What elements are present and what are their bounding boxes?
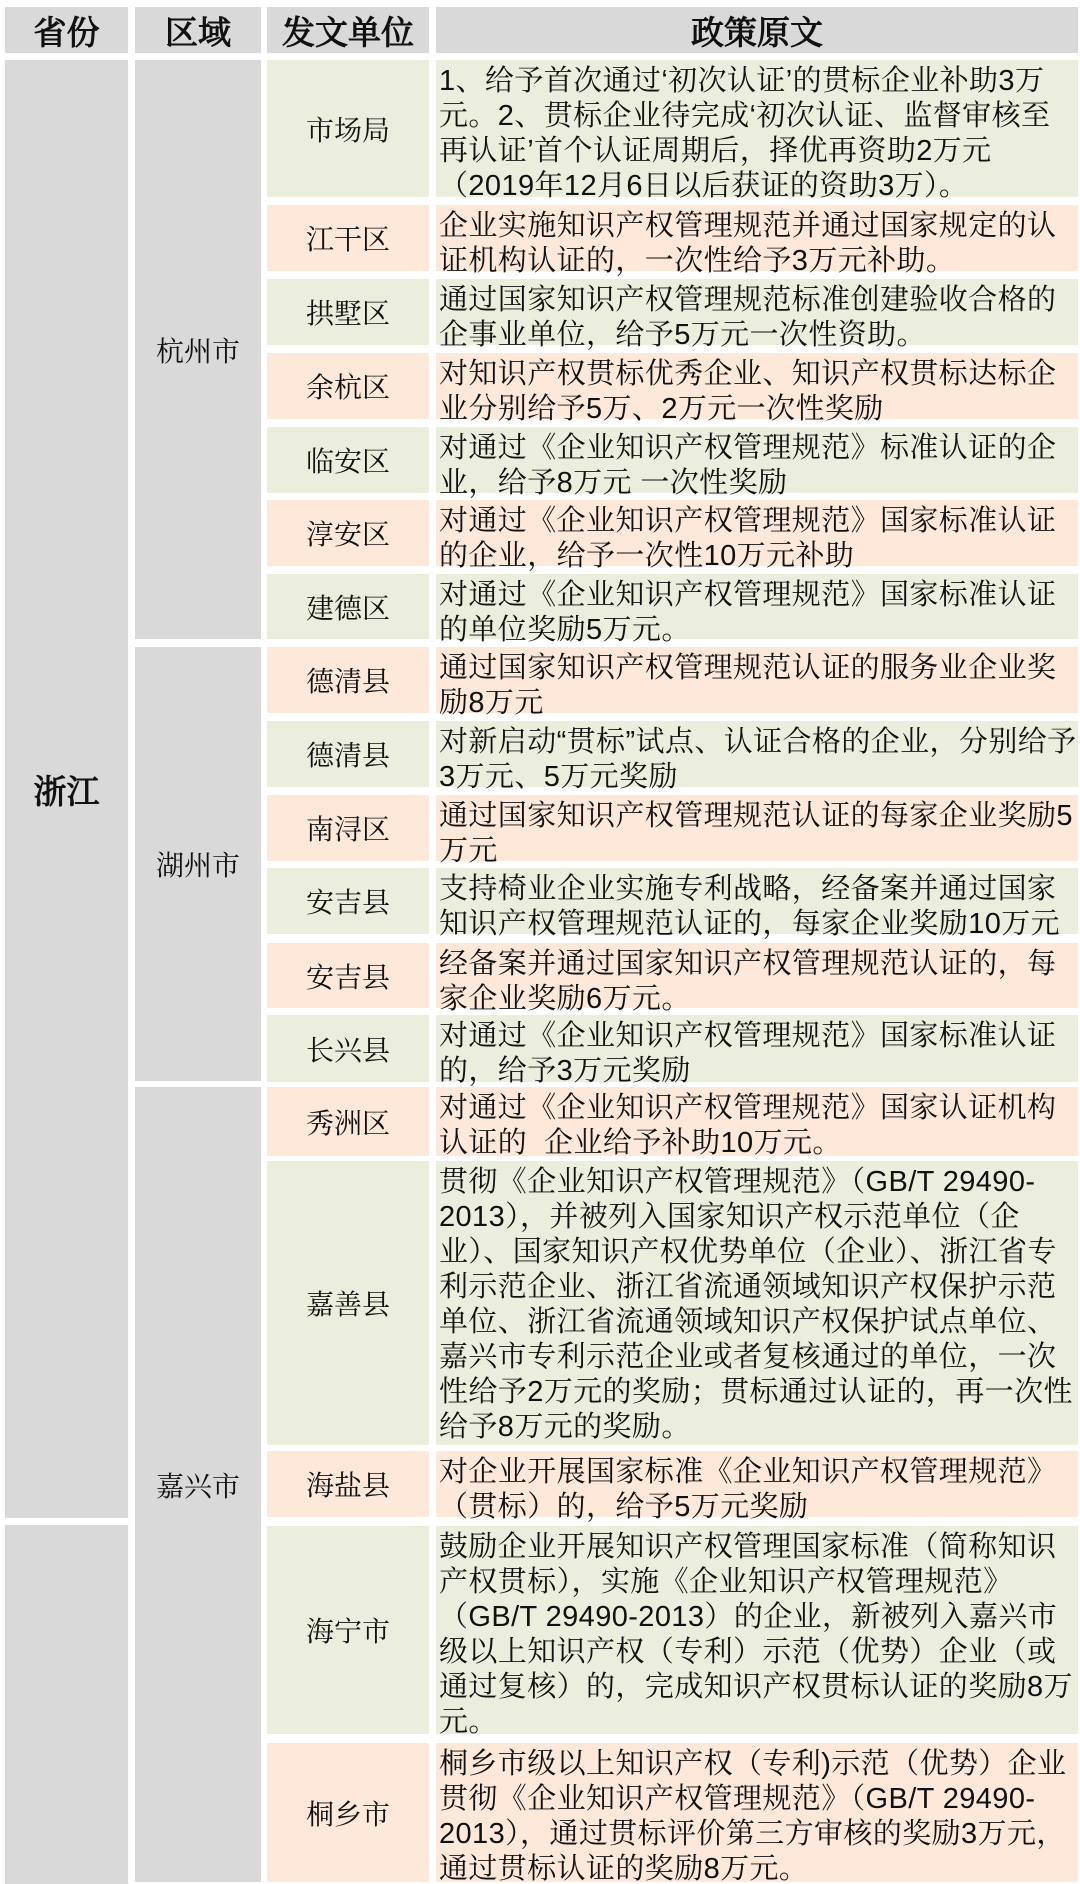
policy-cell: 对通过《企业知识产权管理规范》标准认证的企业，给予8万元 一次性奖励 <box>436 427 1078 493</box>
table-row <box>267 1743 1078 1882</box>
table-row <box>267 427 1078 499</box>
issuer-label: 秀洲区 <box>305 1107 390 1139</box>
region-cell-jiaxing <box>135 1087 261 1882</box>
issuer-cell <box>267 868 429 934</box>
region-cell-hangzhou <box>135 60 261 639</box>
table-row <box>267 500 1078 572</box>
policy-cell: 桐乡市级以上知识产权（专利)示范（优势）企业贯彻《企业知识产权管理规范》（GB/T 29490-2013），通过贯标评价第三方审核的奖励3万元，通过贯标认证的奖励8万元。 <box>436 1743 1078 1882</box>
region-label: 嘉兴市 <box>155 1470 240 1502</box>
policy-cell: 通过国家知识产权管理规范标准创建验收合格的企事业单位，给予5万元一次性资助。 <box>436 279 1078 345</box>
table-row <box>267 721 1078 793</box>
policy-cell: 贯彻《企业知识产权管理规范》（GB/T 29490-2013），并被列入国家知识产权示范单位（企业）、国家知识产权优势单位（企业）、浙江省专利示范企业、浙江省流通领域知识产权保护示范单位、浙江省流通领域知识产权保护试点单位、嘉兴市专利示范企业或者复核通过的单位，一次性给予2万元的奖励；贯标通过认证的，再一次性给予8万元的奖励。 <box>436 1161 1078 1445</box>
issuer-cell <box>267 60 429 197</box>
table-row <box>267 1161 1078 1445</box>
issuer-label: 桐乡市 <box>305 1798 390 1830</box>
issuer-label: 德清县 <box>305 740 390 771</box>
issuer-label: 拱墅区 <box>305 298 390 329</box>
issuer-cell <box>267 205 429 271</box>
table-row <box>267 205 1078 277</box>
issuer-label: 嘉善县 <box>305 1289 390 1320</box>
issuer-label: 余杭区 <box>305 372 390 403</box>
issuer-label: 安吉县 <box>305 961 390 993</box>
issuer-cell <box>267 1451 429 1517</box>
issuer-label: 南浔区 <box>305 814 390 845</box>
policy-cell: 鼓励企业开展知识产权管理国家标准（简称知识产权贯标），实施《企业知识产权管理规范》（GB/T 29490-2013）的企业，新被列入嘉兴市级以上知识产权（专利）示范（优势）企业（或通过复核）的，完成知识产权贯标认证的奖励8万元。 <box>436 1526 1078 1734</box>
policy-cell: 对通过《企业知识产权管理规范》国家标准认证的，给予3万元奖励 <box>436 1015 1078 1082</box>
issuer-cell <box>267 647 429 713</box>
issuer-label: 长兴县 <box>305 1034 390 1066</box>
table-row <box>267 647 1078 719</box>
policy-cell: 经备案并通过国家知识产权管理规范认证的，每家企业奖励6万元。 <box>436 943 1078 1008</box>
table-row <box>267 574 1078 646</box>
policy-cell: 1、给予首次通过‘初次认证’的贯标企业补助3万元。2、贯标企业待完成‘初次认证、监督审核至再认证’首个认证周期后，择优再资助2万元（2019年12月6日以后获证的资助3万）。 <box>436 60 1078 197</box>
header-region: 区域 <box>135 7 261 53</box>
issuer-cell <box>267 1161 429 1445</box>
issuer-cell <box>267 943 429 1008</box>
region-label: 湖州市 <box>155 850 240 881</box>
issuer-cell <box>267 795 429 861</box>
policy-cell: 对通过《企业知识产权管理规范》国家标准认证的企业，给予一次性10万元补助 <box>436 500 1078 566</box>
region-cell-huzhou <box>135 647 261 1081</box>
table-row <box>267 60 1078 202</box>
issuer-cell <box>267 427 429 493</box>
policy-cell: 对知识产权贯标优秀企业、知识产权贯标达标企业分别给予5万、2万元一次性奖励 <box>436 353 1078 419</box>
issuer-label: 德清县 <box>305 666 390 697</box>
issuer-cell <box>267 1526 429 1734</box>
table-row <box>267 353 1078 425</box>
issuer-label: 临安区 <box>305 446 390 477</box>
table-row <box>267 1015 1078 1087</box>
issuer-cell <box>267 1743 429 1882</box>
issuer-label: 安吉县 <box>305 887 390 918</box>
header-policy: 政策原文 <box>436 7 1078 53</box>
table-row <box>267 279 1078 351</box>
policy-cell: 对企业开展国家标准《企业知识产权管理规范》（贯标）的，给予5万元奖励 <box>436 1451 1078 1517</box>
policy-cell: 通过国家知识产权管理规范认证的服务业企业奖励8万元 <box>436 647 1078 713</box>
issuer-label: 建德区 <box>305 592 390 624</box>
policy-cell: 支持椅业企业实施专利战略，经备案并通过国家知识产权管理规范认证的，每家企业奖励10万元 <box>436 868 1078 934</box>
province-cell-empty <box>5 1525 128 1884</box>
header-province: 省份 <box>5 7 128 53</box>
issuer-cell <box>267 1015 429 1082</box>
header-issuer: 发文单位 <box>267 7 429 53</box>
policy-cell: 对通过《企业知识产权管理规范》国家认证机构认证的 企业给予补助10万元。 <box>436 1087 1078 1156</box>
issuer-cell <box>267 721 429 787</box>
table-row <box>267 1087 1078 1159</box>
issuer-cell <box>267 500 429 566</box>
policy-cell: 企业实施知识产权管理规范并通过国家规定的认证机构认证的，一次性给予3万元补助。 <box>436 205 1078 271</box>
table-row <box>267 943 1078 1015</box>
issuer-label: 江干区 <box>305 224 390 255</box>
province-label: 浙江 <box>33 772 100 810</box>
issuer-label: 海盐县 <box>305 1470 390 1501</box>
table-row <box>267 868 1078 940</box>
issuer-label: 市场局 <box>305 114 390 146</box>
issuer-cell <box>267 353 429 419</box>
issuer-cell <box>267 574 429 639</box>
policy-cell: 对新启动“贯标”试点、认证合格的企业，分别给予3万元、5万元奖励 <box>436 721 1078 787</box>
table-row <box>267 1451 1078 1523</box>
issuer-label: 海宁市 <box>305 1616 390 1647</box>
province-cell <box>5 60 128 1518</box>
table-row <box>267 1526 1078 1738</box>
issuer-label: 淳安区 <box>305 519 390 550</box>
policy-cell: 对通过《企业知识产权管理规范》国家标准认证的单位奖励5万元。 <box>436 574 1078 639</box>
issuer-cell <box>267 1087 429 1156</box>
policy-cell: 通过国家知识产权管理规范认证的每家企业奖励5万元 <box>436 795 1078 861</box>
table-row <box>267 795 1078 867</box>
region-label: 杭州市 <box>155 335 240 367</box>
issuer-cell <box>267 279 429 345</box>
